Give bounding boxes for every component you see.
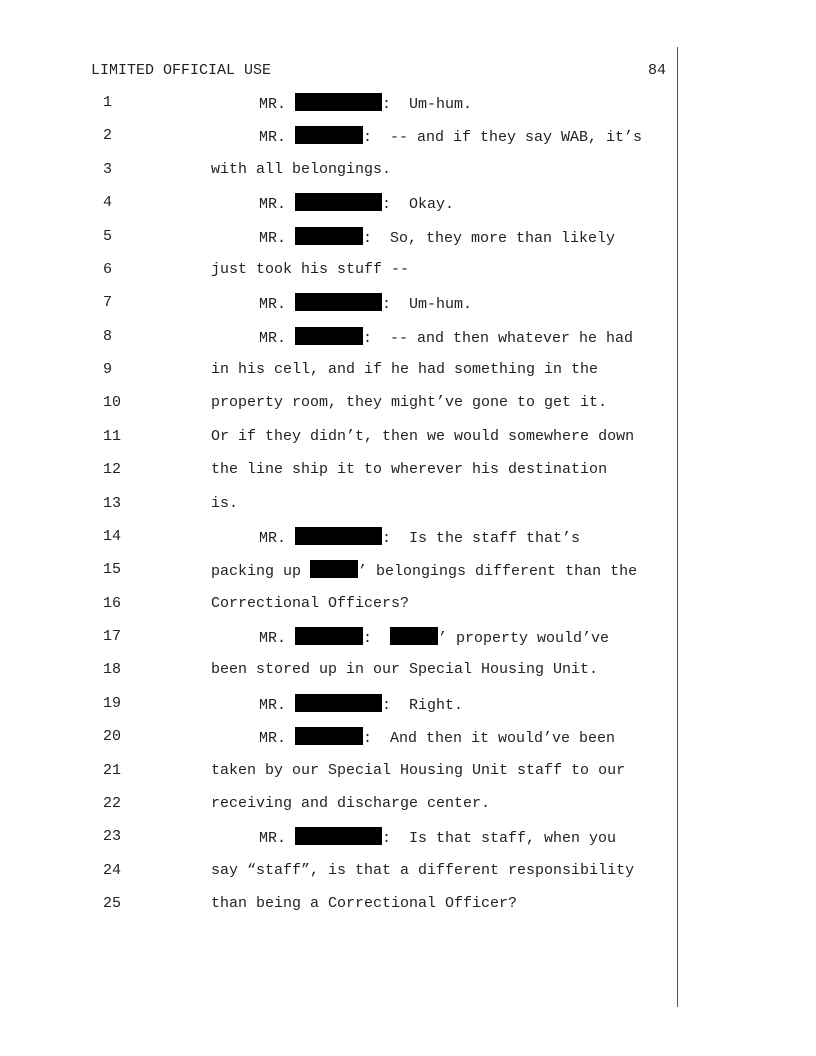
transcript-line: [0, 761, 816, 781]
redaction-block: [295, 227, 363, 245]
transcript-line: [0, 594, 816, 614]
line-number: 19: [103, 694, 122, 712]
text-segment: receiving and discharge center.: [211, 794, 491, 812]
redaction-block: [295, 527, 382, 545]
line-number: 24: [103, 861, 122, 879]
transcript-line: [0, 193, 816, 213]
redaction-block: [295, 727, 363, 745]
text-segment: just took his stuff --: [211, 260, 410, 278]
text-segment: MR.: [259, 96, 296, 113]
transcript-line: [0, 160, 816, 180]
line-text: [259, 126, 642, 148]
line-text: [211, 894, 517, 914]
line-number: 13: [103, 494, 122, 512]
text-segment: : Um-hum.: [382, 296, 473, 314]
line-text: [211, 427, 634, 447]
redaction-block: [295, 694, 382, 712]
line-text: [259, 293, 472, 315]
line-text: [259, 227, 615, 249]
text-segment: : -- and if they say WAB, it’s: [363, 129, 643, 147]
line-number: 22: [103, 794, 122, 812]
text-segment: MR.: [259, 630, 296, 648]
text-segment: than being a Correctional Officer?: [211, 895, 518, 913]
text-segment: Or if they didn’t, then we would somewhere down: [211, 427, 635, 445]
redaction-block: [295, 193, 382, 211]
text-segment: MR.: [259, 529, 296, 547]
text-segment: been stored up in our Special Housing Unit.: [211, 661, 599, 679]
line-number: 17: [103, 628, 122, 646]
text-segment: MR.: [259, 730, 296, 748]
transcript-line: [0, 694, 816, 714]
line-text: [211, 594, 409, 614]
line-number: 6: [103, 260, 113, 278]
line-number: 14: [103, 527, 122, 545]
redaction-block: [295, 827, 382, 845]
line-text: [259, 193, 454, 215]
line-number: 10: [103, 394, 122, 412]
transcript-line: [0, 126, 816, 146]
transcript-line: [0, 727, 816, 747]
redaction-block: [310, 560, 358, 578]
line-text: [211, 861, 634, 881]
line-text: [211, 160, 391, 180]
text-segment: MR.: [259, 129, 296, 147]
transcript-line: [0, 494, 816, 514]
line-text: [211, 761, 625, 781]
transcript-line: [0, 227, 816, 247]
page-number: 84: [648, 62, 667, 79]
line-number: 12: [103, 461, 122, 479]
transcript-line: [0, 93, 816, 113]
redaction-block: [295, 627, 363, 645]
transcript-line: [0, 827, 816, 847]
text-segment: : Okay.: [382, 196, 455, 214]
line-text: [259, 727, 615, 749]
line-text: [259, 694, 463, 716]
line-text: [259, 627, 609, 649]
text-segment: : Um-hum.: [382, 96, 473, 113]
header-classification: LIMITED OFFICIAL USE: [91, 62, 272, 79]
line-text: [259, 93, 472, 115]
line-text: [211, 460, 607, 480]
line-number: 21: [103, 761, 122, 779]
text-segment: : -- and then whatever he had: [363, 329, 634, 347]
text-segment: is.: [211, 494, 239, 512]
transcript-line: [0, 560, 816, 580]
line-number: 3: [103, 160, 113, 178]
transcript-line: [0, 527, 816, 547]
transcript-line: [0, 894, 816, 914]
transcript-line: [0, 360, 816, 380]
text-segment: MR.: [259, 196, 296, 214]
line-number: 15: [103, 561, 122, 579]
line-number: 7: [103, 294, 113, 312]
transcript-line: [0, 861, 816, 881]
transcript-line: [0, 327, 816, 347]
redaction-block: [295, 293, 382, 311]
line-number: 9: [103, 361, 113, 379]
text-segment: the line ship it to wherever his destination: [211, 461, 608, 479]
text-segment: : And then it would’ve been: [363, 730, 616, 748]
text-segment: MR.: [259, 696, 296, 714]
text-segment: :: [363, 630, 391, 648]
transcript-line: [0, 260, 816, 280]
redaction-block: [295, 327, 363, 345]
text-segment: say “staff”, is that a different responsibility: [211, 861, 635, 879]
text-segment: MR.: [259, 329, 296, 347]
line-number: 11: [103, 427, 122, 445]
text-segment: : So, they more than likely: [363, 229, 616, 247]
text-segment: in his cell, and if he had something in the: [211, 361, 599, 379]
text-segment: MR.: [259, 296, 296, 314]
line-number: 2: [103, 127, 113, 145]
redaction-block: [295, 126, 363, 144]
text-segment: property room, they might’ve gone to get it.: [211, 394, 608, 412]
text-segment: MR.: [259, 229, 296, 247]
line-text: [211, 393, 607, 413]
text-segment: ’ belongings different than the: [358, 563, 638, 581]
redaction-block: [295, 93, 382, 111]
line-text: [211, 360, 598, 380]
text-segment: packing up: [211, 563, 311, 581]
line-number: 20: [103, 728, 122, 746]
line-number: 4: [103, 194, 113, 212]
line-number: 16: [103, 594, 122, 612]
transcript-line: [0, 660, 816, 680]
text-segment: : Right.: [382, 696, 464, 714]
transcript-line: [0, 794, 816, 814]
line-text: [259, 327, 633, 349]
text-segment: MR.: [259, 830, 296, 848]
line-number: 8: [103, 327, 113, 345]
text-segment: ’ property would’ve: [438, 630, 610, 648]
text-segment: with all belongings.: [211, 160, 392, 178]
line-text: [211, 260, 409, 280]
text-segment: : Is that staff, when you: [382, 830, 617, 848]
text-segment: : Is the staff that’s: [382, 529, 581, 547]
transcript-line: [0, 427, 816, 447]
line-text: [211, 560, 637, 582]
line-text: [211, 494, 238, 514]
line-text: [259, 827, 616, 849]
line-text: [211, 660, 598, 680]
text-segment: Correctional Officers?: [211, 594, 410, 612]
line-number: 25: [103, 895, 122, 913]
line-number: 1: [103, 94, 113, 111]
redaction-block: [390, 627, 438, 645]
line-number: 18: [103, 661, 122, 679]
transcript-line: [0, 293, 816, 313]
transcript-line: [0, 627, 816, 647]
line-number: 5: [103, 227, 113, 245]
text-segment: taken by our Special Housing Unit staff to our: [211, 761, 626, 779]
line-text: [259, 527, 580, 549]
transcript-line: [0, 460, 816, 480]
line-text: [211, 794, 490, 814]
line-number: 23: [103, 828, 122, 846]
transcript-line: [0, 393, 816, 413]
